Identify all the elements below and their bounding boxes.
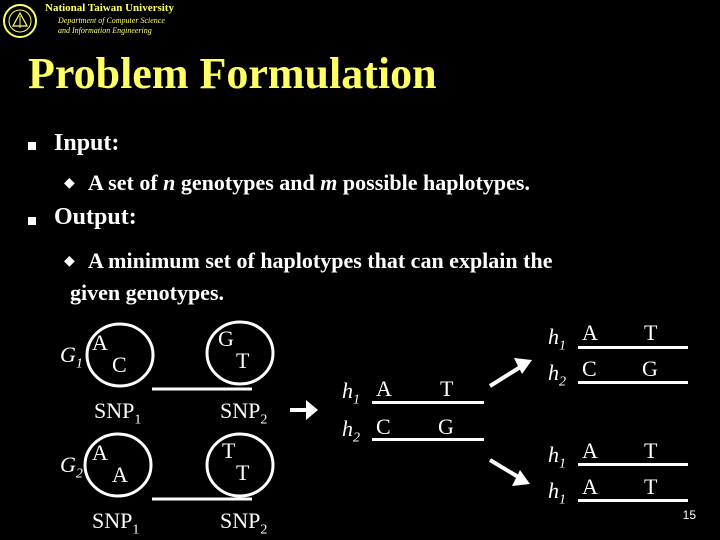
bottom-h1b-label: $h_1$ (548, 478, 566, 508)
g1-snp2-bottom: T (236, 348, 250, 373)
diamond-bullet-icon: ◆ (64, 176, 75, 191)
bottom-h1-allele-a: A (582, 438, 598, 463)
mid-h2-allele-a: C (376, 414, 391, 439)
bottom-h1b-allele-a: A (582, 474, 598, 499)
top-h2-allele-a: C (582, 356, 597, 381)
top-h1-line (578, 346, 688, 349)
mid-h1-allele-b: T (440, 376, 454, 401)
g2-snp1-top: A (92, 440, 108, 465)
mid-h1-label: $h_1$ (342, 378, 360, 408)
genotype-2-label: $G_2$ (60, 452, 83, 482)
output-detail-line-1: A minimum set of haplotypes that can explain the (88, 248, 553, 273)
output-detail-line-2: given genotypes. (70, 280, 224, 305)
output-label: Output: (54, 204, 137, 230)
department-line-1: Department of Computer Science (58, 16, 165, 25)
top-h1-allele-b: T (644, 320, 658, 345)
top-h2-label: $h_2$ (548, 360, 566, 390)
mid-h2-label: $h_2$ (342, 416, 360, 446)
department-line-2: and Information Engineering (58, 26, 152, 35)
top-h2-allele-b: G (642, 356, 658, 381)
bottom-h1-allele-b: T (644, 438, 658, 463)
snp1-label-bottom: $SNP_1$ (92, 508, 140, 538)
mid-h2-allele-b: G (438, 414, 454, 439)
g1-snp1-top: A (92, 330, 108, 355)
input-detail: A set of n genotypes and m possible haplotypes. (88, 170, 530, 195)
genotype-1-label: $G_1$ (60, 342, 83, 372)
up-right-arrow-icon (490, 358, 532, 386)
input-label: Input: (54, 130, 120, 156)
top-h1-label: $h_1$ (548, 324, 566, 354)
g2-snp2-bottom: T (236, 460, 250, 485)
snp2-label: $SNP_2$ (220, 398, 268, 428)
bottom-h1b-allele-b: T (644, 474, 658, 499)
bottom-h1-label: $h_1$ (548, 442, 566, 472)
mid-h1-allele-a: A (376, 376, 392, 401)
g2-snp2-top: T (222, 438, 236, 463)
top-h1-allele-a: A (582, 320, 598, 345)
g2-snp1-bottom: A (112, 462, 128, 487)
g1-snp1-bottom: C (112, 352, 127, 377)
snp1-label: $SNP_1$ (94, 398, 142, 428)
diamond-bullet-icon: ◆ (64, 254, 75, 269)
page-number: 15 (682, 508, 696, 522)
university-name: National Taiwan University (45, 2, 174, 14)
snp2-label-bottom: $SNP_2$ (220, 508, 268, 538)
right-arrow-icon (290, 400, 318, 420)
g1-snp2-top: G (218, 326, 234, 351)
page-title: Problem Formulation (28, 49, 437, 98)
down-right-arrow-icon (490, 460, 530, 486)
